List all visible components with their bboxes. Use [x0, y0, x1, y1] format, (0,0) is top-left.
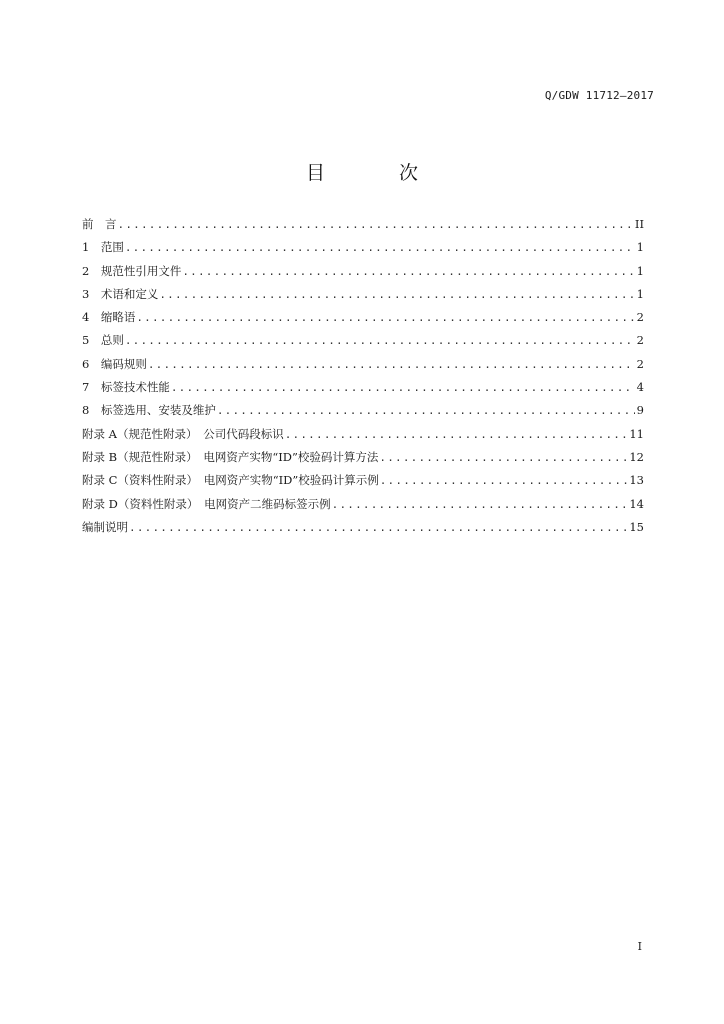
dot-leader: [332, 493, 628, 516]
toc-entry-coding-rules[interactable]: [82, 353, 644, 376]
toc-entry-page: II: [634, 217, 644, 231]
toc-entry-label: 1 范围: [82, 240, 124, 255]
toc-entry-label: 8 标签选用、安装及维护: [82, 403, 216, 418]
page-number: I: [637, 940, 642, 953]
toc-entry-label: 前 言: [82, 217, 117, 231]
dot-leader: [118, 213, 633, 236]
toc-entry-normative-references[interactable]: [82, 260, 644, 283]
toc-entry-scope[interactable]: [82, 236, 644, 259]
toc-entry-label-selection[interactable]: [82, 399, 644, 422]
toc-entry-label: 5 总则: [82, 333, 124, 348]
dot-leader: [129, 516, 627, 539]
dot-leader: [285, 423, 628, 446]
toc-entry-page: 1: [636, 240, 644, 255]
standard-code: Q/GDW 11712—2017: [544, 89, 654, 102]
toc-entry-label: 附录 B（规范性附录） 电网资产实物“ID”校验码计算方法: [82, 449, 379, 464]
table-of-contents: [82, 213, 644, 539]
dot-leader: [125, 329, 635, 352]
toc-entry-page: 9: [636, 403, 644, 418]
toc-entry-label: 6 编码规则: [82, 356, 147, 371]
toc-entry-terms-definitions[interactable]: [82, 283, 644, 306]
toc-entry-page: 2: [636, 310, 644, 325]
toc-entry-general[interactable]: [82, 329, 644, 352]
dot-leader: [171, 376, 635, 399]
toc-title: 目 次: [305, 162, 453, 184]
dot-leader: [379, 446, 627, 469]
toc-entry-label-performance[interactable]: [82, 376, 644, 399]
toc-entry-label: 附录 D（资料性附录） 电网资产二维码标签示例: [82, 496, 331, 511]
toc-entry-page: 11: [629, 426, 644, 441]
toc-entry-abbreviations[interactable]: [82, 306, 644, 329]
toc-entry-page: 15: [629, 519, 644, 534]
toc-entry-label: 2 规范性引用文件: [82, 263, 182, 278]
toc-entry-page: 13: [629, 473, 644, 488]
toc-entry-page: 1: [636, 286, 644, 301]
toc-entry-explanatory-notes[interactable]: [82, 516, 644, 539]
dot-leader: [182, 260, 634, 283]
toc-entry-appendix-c[interactable]: [82, 469, 644, 492]
dot-leader: [125, 236, 635, 259]
toc-entry-page: 1: [636, 263, 644, 278]
dot-leader: [136, 306, 634, 329]
dot-leader: [159, 283, 634, 306]
toc-entry-page: 12: [629, 449, 644, 464]
toc-entry-page: 2: [636, 356, 644, 371]
toc-entry-page: 4: [636, 380, 644, 395]
toc-entry-foreword[interactable]: [82, 213, 644, 236]
dot-leader: [380, 469, 628, 492]
toc-entry-label: 3 术语和定义: [82, 286, 159, 301]
toc-entry-appendix-a[interactable]: [82, 423, 644, 446]
toc-entry-appendix-b[interactable]: [82, 446, 644, 469]
toc-entry-label: 附录 A（规范性附录） 公司代码段标识: [82, 426, 284, 441]
toc-entry-appendix-d[interactable]: [82, 493, 644, 516]
toc-entry-label: 4 缩略语: [82, 310, 136, 325]
toc-entry-page: 2: [636, 333, 644, 348]
dot-leader: [148, 353, 635, 376]
toc-entry-page: 14: [629, 496, 644, 511]
toc-entry-label: 7 标签技术性能: [82, 380, 170, 395]
toc-entry-label: 附录 C（资料性附录） 电网资产实物“ID”校验码计算示例: [82, 473, 379, 488]
toc-entry-label: 编制说明: [82, 519, 128, 534]
dot-leader: [217, 399, 635, 422]
